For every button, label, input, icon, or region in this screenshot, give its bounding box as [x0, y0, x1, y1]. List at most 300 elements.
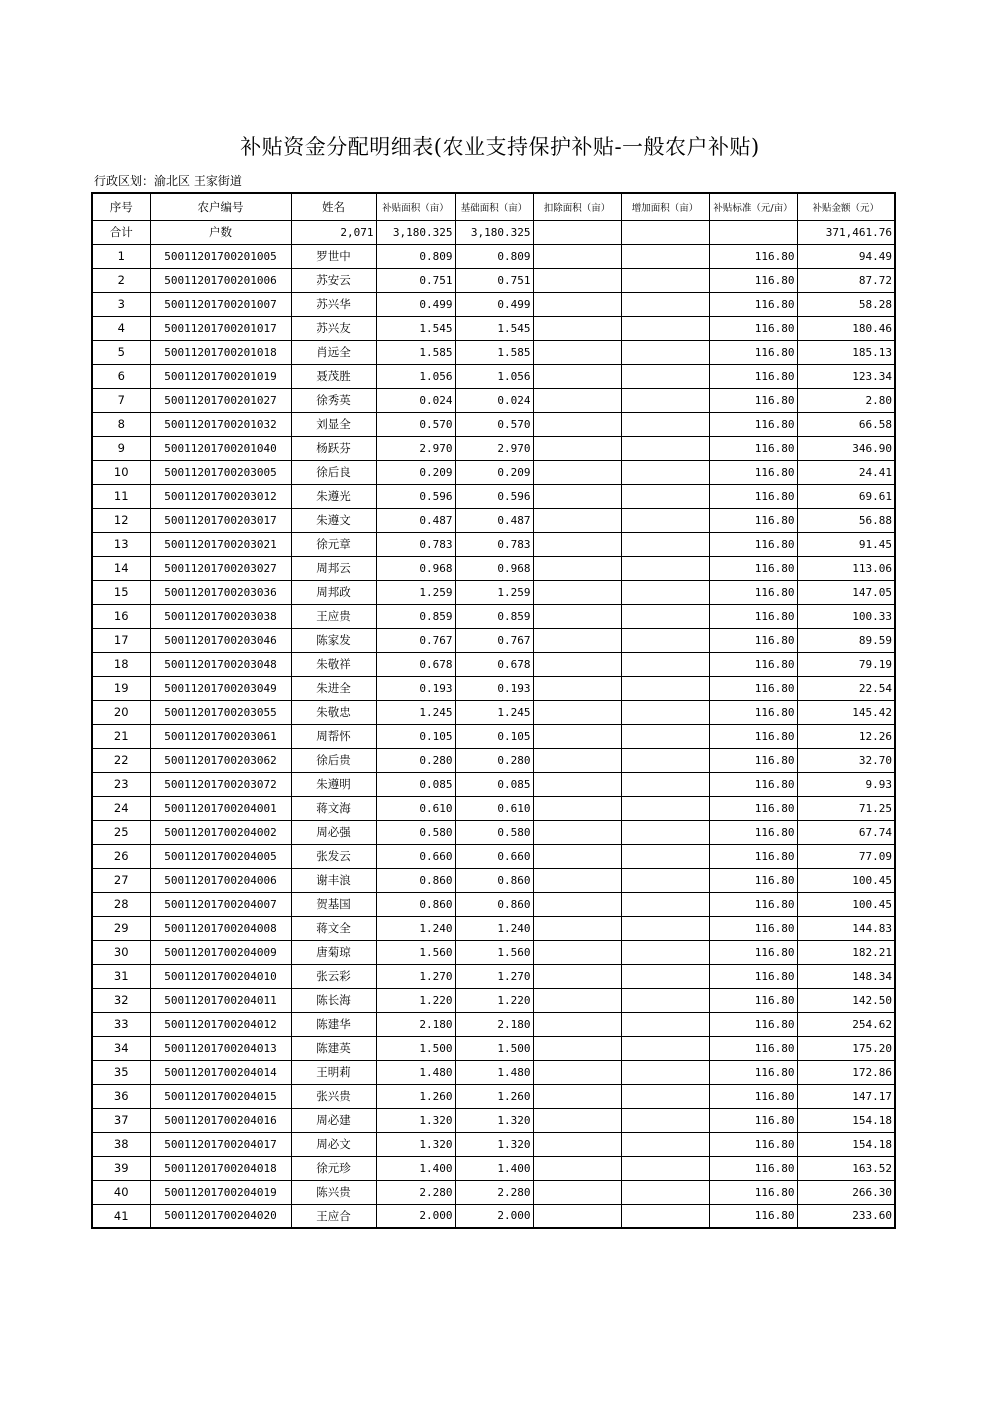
cell-farmer-code: 50011201700203048 — [150, 652, 291, 676]
cell-seq: 11 — [92, 484, 150, 508]
cell-farmer-code: 50011201700203049 — [150, 676, 291, 700]
cell-base-area: 1.320 — [455, 1108, 533, 1132]
table-row — [92, 508, 895, 532]
cell-subsidy-area: 0.860 — [376, 892, 455, 916]
cell-add-area — [621, 556, 709, 580]
table-row — [92, 292, 895, 316]
table-row — [92, 652, 895, 676]
cell-add-area — [621, 868, 709, 892]
cell-deduct-area — [533, 988, 621, 1012]
cell-seq: 30 — [92, 940, 150, 964]
table-row — [92, 460, 895, 484]
cell-amount: 154.18 — [797, 1132, 895, 1156]
cell-seq: 16 — [92, 604, 150, 628]
cell-deduct-area — [533, 844, 621, 868]
cell-seq: 20 — [92, 700, 150, 724]
cell-amount: 172.86 — [797, 1060, 895, 1084]
cell-amount: 71.25 — [797, 796, 895, 820]
cell-name: 陈家发 — [291, 628, 376, 652]
cell-standard: 116.80 — [709, 964, 797, 988]
cell-add-area — [621, 892, 709, 916]
cell-name: 杨跃芬 — [291, 436, 376, 460]
cell-add-area — [621, 748, 709, 772]
subsidy-table — [91, 192, 896, 1229]
cell-subsidy-area: 0.580 — [376, 820, 455, 844]
cell-deduct-area — [533, 484, 621, 508]
cell-add-area — [621, 964, 709, 988]
region-label: 行政区划：渝北区 王家街道 — [94, 174, 242, 188]
cell-farmer-code: 50011201700204007 — [150, 892, 291, 916]
table-row — [92, 580, 895, 604]
cell-subsidy-area: 1.545 — [376, 316, 455, 340]
cell-subsidy-area: 0.105 — [376, 724, 455, 748]
cell-farmer-code: 50011201700204018 — [150, 1156, 291, 1180]
cell-add-area — [621, 268, 709, 292]
cell-name: 张发云 — [291, 844, 376, 868]
cell-farmer-code: 50011201700204015 — [150, 1084, 291, 1108]
cell-add-area — [621, 1084, 709, 1108]
cell-base-area: 1.220 — [455, 988, 533, 1012]
cell-farmer-code: 50011201700203046 — [150, 628, 291, 652]
cell-standard: 116.80 — [709, 724, 797, 748]
cell-subsidy-area: 0.024 — [376, 388, 455, 412]
cell-farmer-code: 50011201700204005 — [150, 844, 291, 868]
cell-deduct-area — [533, 628, 621, 652]
cell-add-area — [621, 412, 709, 436]
cell-seq: 26 — [92, 844, 150, 868]
cell-farmer-code: 50011201700203021 — [150, 532, 291, 556]
cell-subsidy-area: 0.809 — [376, 244, 455, 268]
cell-subsidy-area: 0.596 — [376, 484, 455, 508]
cell-add-area — [621, 484, 709, 508]
cell-subsidy-area: 1.259 — [376, 580, 455, 604]
cell-amount: 32.70 — [797, 748, 895, 772]
cell-amount: 79.19 — [797, 652, 895, 676]
cell-subsidy-area: 0.570 — [376, 412, 455, 436]
cell-name: 徐后贵 — [291, 748, 376, 772]
cell-name: 蒋文海 — [291, 796, 376, 820]
cell-name: 陈兴贵 — [291, 1180, 376, 1204]
cell-subsidy-area: 0.767 — [376, 628, 455, 652]
cell-farmer-code: 50011201700204012 — [150, 1012, 291, 1036]
cell-seq: 38 — [92, 1132, 150, 1156]
cell-name: 陈长海 — [291, 988, 376, 1012]
cell-amount: 163.52 — [797, 1156, 895, 1180]
cell-base-area: 0.596 — [455, 484, 533, 508]
cell-deduct-area — [533, 316, 621, 340]
header-code: 农户编号 — [150, 193, 291, 220]
cell-subsidy-area: 2.280 — [376, 1180, 455, 1204]
cell-seq: 19 — [92, 676, 150, 700]
cell-farmer-code: 50011201700201027 — [150, 388, 291, 412]
cell-subsidy-area: 1.320 — [376, 1132, 455, 1156]
cell-deduct-area — [533, 580, 621, 604]
cell-subsidy-area: 0.678 — [376, 652, 455, 676]
cell-name: 徐后良 — [291, 460, 376, 484]
table-row — [92, 796, 895, 820]
table-row — [92, 1156, 895, 1180]
cell-deduct-area — [533, 1108, 621, 1132]
cell-amount: 24.41 — [797, 460, 895, 484]
table-row — [92, 1012, 895, 1036]
cell-amount: 154.18 — [797, 1108, 895, 1132]
cell-add-area — [621, 676, 709, 700]
cell-base-area: 0.570 — [455, 412, 533, 436]
cell-name: 徐元章 — [291, 532, 376, 556]
cell-name: 王应合 — [291, 1204, 376, 1228]
cell-amount: 142.50 — [797, 988, 895, 1012]
table-row — [92, 1180, 895, 1204]
cell-name: 朱敬祥 — [291, 652, 376, 676]
cell-seq: 21 — [92, 724, 150, 748]
cell-subsidy-area: 0.209 — [376, 460, 455, 484]
cell-farmer-code: 50011201700204016 — [150, 1108, 291, 1132]
cell-amount: 100.45 — [797, 868, 895, 892]
cell-name: 朱遵光 — [291, 484, 376, 508]
cell-seq: 31 — [92, 964, 150, 988]
header-subsidy-area: 补贴面积（亩） — [376, 193, 455, 220]
cell-deduct-area — [533, 868, 621, 892]
cell-name: 苏安云 — [291, 268, 376, 292]
table-row — [92, 1060, 895, 1084]
cell-base-area: 1.056 — [455, 364, 533, 388]
table-row — [92, 628, 895, 652]
cell-seq: 1 — [92, 244, 150, 268]
cell-farmer-code: 50011201700204009 — [150, 940, 291, 964]
cell-seq: 40 — [92, 1180, 150, 1204]
cell-amount: 100.33 — [797, 604, 895, 628]
cell-farmer-code: 50011201700201017 — [150, 316, 291, 340]
cell-add-area — [621, 1132, 709, 1156]
header-seq: 序号 — [92, 193, 150, 220]
cell-deduct-area — [533, 700, 621, 724]
table-row — [92, 1204, 895, 1228]
cell-add-area — [621, 508, 709, 532]
cell-name: 陈建华 — [291, 1012, 376, 1036]
cell-amount: 56.88 — [797, 508, 895, 532]
cell-name: 陈建英 — [291, 1036, 376, 1060]
cell-add-area — [621, 460, 709, 484]
cell-base-area: 1.480 — [455, 1060, 533, 1084]
cell-name: 蒋文全 — [291, 916, 376, 940]
cell-seq: 10 — [92, 460, 150, 484]
cell-deduct-area — [533, 748, 621, 772]
cell-base-area: 0.751 — [455, 268, 533, 292]
cell-base-area: 0.860 — [455, 868, 533, 892]
cell-seq: 36 — [92, 1084, 150, 1108]
cell-amount: 87.72 — [797, 268, 895, 292]
cell-seq: 27 — [92, 868, 150, 892]
cell-base-area: 1.270 — [455, 964, 533, 988]
cell-deduct-area — [533, 412, 621, 436]
cell-standard: 116.80 — [709, 580, 797, 604]
cell-amount: 144.83 — [797, 916, 895, 940]
cell-farmer-code: 50011201700204013 — [150, 1036, 291, 1060]
cell-deduct-area — [533, 268, 621, 292]
cell-standard: 116.80 — [709, 412, 797, 436]
cell-standard: 116.80 — [709, 748, 797, 772]
cell-base-area: 0.809 — [455, 244, 533, 268]
cell-subsidy-area: 0.499 — [376, 292, 455, 316]
cell-base-area: 2.180 — [455, 1012, 533, 1036]
cell-add-area — [621, 988, 709, 1012]
cell-add-area — [621, 532, 709, 556]
cell-standard: 116.80 — [709, 916, 797, 940]
cell-subsidy-area: 1.270 — [376, 964, 455, 988]
cell-name: 周邦政 — [291, 580, 376, 604]
cell-farmer-code: 50011201700204006 — [150, 868, 291, 892]
cell-seq: 6 — [92, 364, 150, 388]
cell-deduct-area — [533, 508, 621, 532]
cell-name: 苏兴华 — [291, 292, 376, 316]
cell-subsidy-area: 1.585 — [376, 340, 455, 364]
cell-subsidy-area: 1.560 — [376, 940, 455, 964]
cell-add-area — [621, 940, 709, 964]
cell-base-area: 0.767 — [455, 628, 533, 652]
cell-deduct-area — [533, 388, 621, 412]
cell-deduct-area — [533, 1204, 621, 1228]
table-row — [92, 388, 895, 412]
cell-standard: 116.80 — [709, 532, 797, 556]
cell-name: 朱遵明 — [291, 772, 376, 796]
cell-standard: 116.80 — [709, 868, 797, 892]
cell-farmer-code: 50011201700201032 — [150, 412, 291, 436]
cell-seq: 15 — [92, 580, 150, 604]
cell-standard: 116.80 — [709, 292, 797, 316]
cell-base-area: 1.259 — [455, 580, 533, 604]
cell-farmer-code: 50011201700204008 — [150, 916, 291, 940]
cell-base-area: 1.240 — [455, 916, 533, 940]
cell-seq: 12 — [92, 508, 150, 532]
cell-add-area — [621, 244, 709, 268]
table-row — [92, 604, 895, 628]
cell-name: 朱进全 — [291, 676, 376, 700]
table-row — [92, 964, 895, 988]
table-row — [92, 532, 895, 556]
cell-farmer-code: 50011201700203012 — [150, 484, 291, 508]
cell-seq: 4 — [92, 316, 150, 340]
cell-add-area — [621, 292, 709, 316]
cell-name: 周必文 — [291, 1132, 376, 1156]
cell-seq: 24 — [92, 796, 150, 820]
cell-add-area — [621, 820, 709, 844]
cell-name: 周必强 — [291, 820, 376, 844]
cell-add-area — [621, 1060, 709, 1084]
table-row — [92, 364, 895, 388]
table-row — [92, 700, 895, 724]
cell-standard: 116.80 — [709, 1084, 797, 1108]
cell-deduct-area — [533, 1012, 621, 1036]
cell-base-area: 0.193 — [455, 676, 533, 700]
cell-deduct-area — [533, 460, 621, 484]
cell-add-area — [621, 340, 709, 364]
cell-amount: 185.13 — [797, 340, 895, 364]
cell-deduct-area — [533, 1084, 621, 1108]
cell-subsidy-area: 1.400 — [376, 1156, 455, 1180]
cell-base-area: 1.545 — [455, 316, 533, 340]
cell-deduct-area — [533, 1060, 621, 1084]
cell-amount: 148.34 — [797, 964, 895, 988]
cell-amount: 94.49 — [797, 244, 895, 268]
cell-amount: 123.34 — [797, 364, 895, 388]
table-row — [92, 868, 895, 892]
cell-subsidy-area: 1.220 — [376, 988, 455, 1012]
cell-base-area: 1.560 — [455, 940, 533, 964]
total-base-area: 3,180.325 — [455, 220, 533, 244]
cell-base-area: 0.968 — [455, 556, 533, 580]
cell-amount: 22.54 — [797, 676, 895, 700]
cell-standard: 116.80 — [709, 628, 797, 652]
cell-farmer-code: 50011201700203036 — [150, 580, 291, 604]
cell-base-area: 0.860 — [455, 892, 533, 916]
cell-name: 刘显全 — [291, 412, 376, 436]
table-row — [92, 412, 895, 436]
cell-seq: 17 — [92, 628, 150, 652]
cell-subsidy-area: 0.280 — [376, 748, 455, 772]
cell-add-area — [621, 628, 709, 652]
cell-farmer-code: 50011201700203017 — [150, 508, 291, 532]
cell-seq: 9 — [92, 436, 150, 460]
table-row — [92, 1084, 895, 1108]
cell-add-area — [621, 772, 709, 796]
cell-amount: 145.42 — [797, 700, 895, 724]
cell-amount: 2.80 — [797, 388, 895, 412]
total-row — [92, 220, 895, 244]
table-row — [92, 244, 895, 268]
cell-subsidy-area: 1.320 — [376, 1108, 455, 1132]
table-row — [92, 436, 895, 460]
cell-deduct-area — [533, 916, 621, 940]
cell-base-area: 2.000 — [455, 1204, 533, 1228]
table-row — [92, 556, 895, 580]
cell-deduct-area — [533, 1132, 621, 1156]
table-row — [92, 268, 895, 292]
table-row — [92, 748, 895, 772]
cell-seq: 23 — [92, 772, 150, 796]
total-add-area — [621, 220, 709, 244]
cell-base-area: 0.105 — [455, 724, 533, 748]
cell-subsidy-area: 1.260 — [376, 1084, 455, 1108]
cell-amount: 67.74 — [797, 820, 895, 844]
cell-farmer-code: 50011201700204002 — [150, 820, 291, 844]
cell-standard: 116.80 — [709, 1108, 797, 1132]
cell-add-area — [621, 796, 709, 820]
cell-subsidy-area: 1.500 — [376, 1036, 455, 1060]
total-deduct-area — [533, 220, 621, 244]
cell-deduct-area — [533, 964, 621, 988]
cell-standard: 116.80 — [709, 508, 797, 532]
cell-base-area: 0.209 — [455, 460, 533, 484]
table-row — [92, 892, 895, 916]
cell-base-area: 0.499 — [455, 292, 533, 316]
cell-deduct-area — [533, 556, 621, 580]
cell-subsidy-area: 1.056 — [376, 364, 455, 388]
cell-farmer-code: 50011201700201006 — [150, 268, 291, 292]
total-amount: 371,461.76 — [797, 220, 895, 244]
cell-subsidy-area: 0.660 — [376, 844, 455, 868]
cell-standard: 116.80 — [709, 700, 797, 724]
cell-add-area — [621, 604, 709, 628]
cell-subsidy-area: 1.245 — [376, 700, 455, 724]
cell-seq: 8 — [92, 412, 150, 436]
cell-standard: 116.80 — [709, 604, 797, 628]
cell-amount: 100.45 — [797, 892, 895, 916]
cell-standard: 116.80 — [709, 1132, 797, 1156]
cell-base-area: 0.280 — [455, 748, 533, 772]
cell-deduct-area — [533, 364, 621, 388]
cell-subsidy-area: 0.859 — [376, 604, 455, 628]
cell-base-area: 0.024 — [455, 388, 533, 412]
cell-subsidy-area: 0.751 — [376, 268, 455, 292]
cell-seq: 18 — [92, 652, 150, 676]
cell-standard: 116.80 — [709, 436, 797, 460]
table-row — [92, 844, 895, 868]
cell-name: 苏兴友 — [291, 316, 376, 340]
cell-standard: 116.80 — [709, 1036, 797, 1060]
cell-standard: 116.80 — [709, 1204, 797, 1228]
cell-seq: 41 — [92, 1204, 150, 1228]
cell-amount: 147.17 — [797, 1084, 895, 1108]
total-standard — [709, 220, 797, 244]
cell-deduct-area — [533, 1036, 621, 1060]
cell-add-area — [621, 1036, 709, 1060]
cell-standard: 116.80 — [709, 1156, 797, 1180]
cell-subsidy-area: 0.860 — [376, 868, 455, 892]
cell-subsidy-area: 0.487 — [376, 508, 455, 532]
cell-name: 贺基国 — [291, 892, 376, 916]
cell-seq: 37 — [92, 1108, 150, 1132]
table-row — [92, 940, 895, 964]
cell-deduct-area — [533, 676, 621, 700]
cell-standard: 116.80 — [709, 1180, 797, 1204]
total-seq: 合计 — [92, 220, 150, 244]
cell-add-area — [621, 436, 709, 460]
table-row — [92, 676, 895, 700]
cell-farmer-code: 50011201700201007 — [150, 292, 291, 316]
cell-seq: 32 — [92, 988, 150, 1012]
cell-standard: 116.80 — [709, 364, 797, 388]
cell-amount: 91.45 — [797, 532, 895, 556]
cell-subsidy-area: 0.783 — [376, 532, 455, 556]
cell-deduct-area — [533, 244, 621, 268]
cell-farmer-code: 50011201700201019 — [150, 364, 291, 388]
cell-name: 肖远全 — [291, 340, 376, 364]
cell-add-area — [621, 1180, 709, 1204]
total-households: 2,071 — [291, 220, 376, 244]
cell-base-area: 1.400 — [455, 1156, 533, 1180]
cell-standard: 116.80 — [709, 772, 797, 796]
cell-standard: 116.80 — [709, 940, 797, 964]
cell-seq: 29 — [92, 916, 150, 940]
cell-standard: 116.80 — [709, 820, 797, 844]
cell-farmer-code: 50011201700204011 — [150, 988, 291, 1012]
total-subsidy-area: 3,180.325 — [376, 220, 455, 244]
cell-amount: 147.05 — [797, 580, 895, 604]
header-amount: 补贴金额（元） — [797, 193, 895, 220]
cell-standard: 116.80 — [709, 268, 797, 292]
cell-standard: 116.80 — [709, 340, 797, 364]
cell-deduct-area — [533, 292, 621, 316]
cell-standard: 116.80 — [709, 316, 797, 340]
cell-deduct-area — [533, 436, 621, 460]
cell-standard: 116.80 — [709, 556, 797, 580]
cell-subsidy-area: 2.000 — [376, 1204, 455, 1228]
cell-standard: 116.80 — [709, 244, 797, 268]
cell-amount: 266.30 — [797, 1180, 895, 1204]
cell-standard: 116.80 — [709, 796, 797, 820]
cell-deduct-area — [533, 796, 621, 820]
cell-standard: 116.80 — [709, 652, 797, 676]
